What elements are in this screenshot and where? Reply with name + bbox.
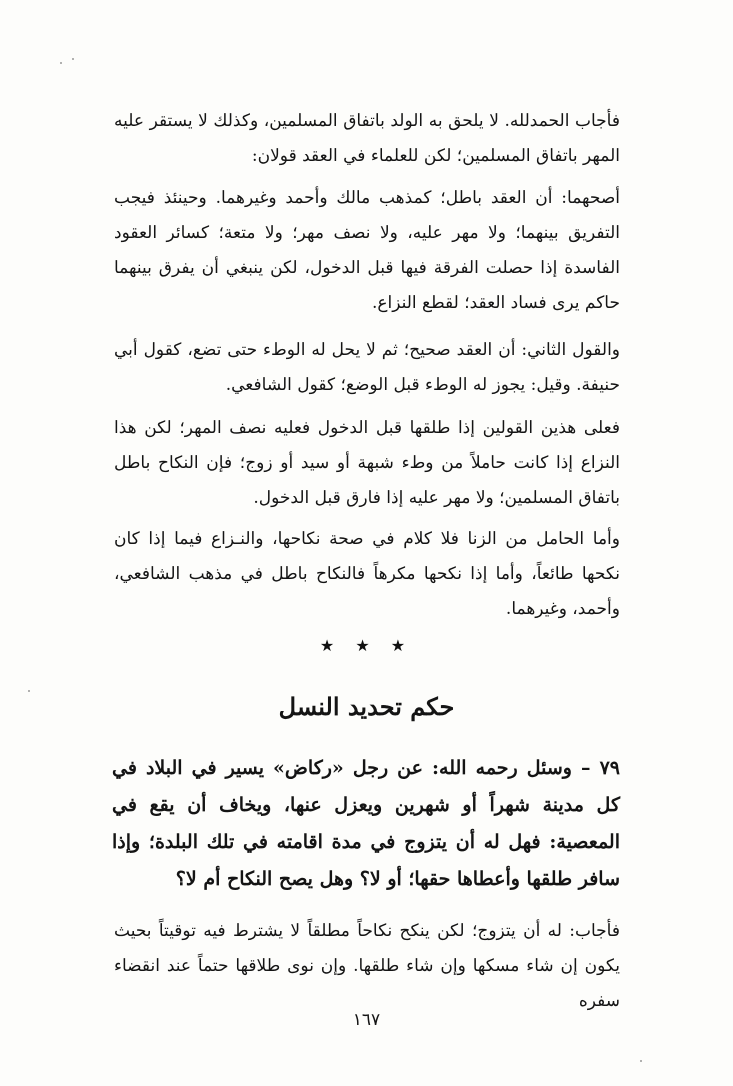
paragraph-2: أصحهما: أن العقد باطل؛ كمذهب مالك وأحمد وغيرهما. وحينئذ فيجب التفريق بينهما؛ ولا مهر عليه، ولا نصف مهر؛ ولا متعة؛ كسائر العقود الفاسدة إذا حصلت الفرقة فيها قبل الدخول، لكن ينبغي أن يفرق بينهما حاكم يرى فساد العقد؛ لقطع النزاع.	[114, 188, 620, 313]
scan-speck	[28, 690, 30, 692]
paragraph-1: فأجاب الحمدلله. لا يلحق به الولد باتفاق المسلمين، وكذلك لا يستقر عليه المهر باتفاق المسلمين؛ لكن للعلماء في العقد قولان:	[114, 111, 620, 166]
paragraph-5: وأما الحامل من الزنا فلا كلام في صحة نكاحها، والنـزاع فيما إذا كان نكحها طائعاً، وأما إذا نكحها مكرهاً فالنكاح باطل في مذهب الشافعي، وأحمد، وغيرهما.	[114, 529, 620, 619]
answer-paragraph: فأجاب: له أن يتزوج؛ لكن ينكح نكاحاً مطلقاً لا يشترط فيه توقيتاً بحيث يكون إن شاء مسكها وإن شاء طلقها. وإن نوى طلاقها حتماً عند انقضاء سفره	[114, 921, 620, 1011]
section-heading: حكم تحديد النسل	[278, 692, 455, 721]
paragraph-3: والقول الثاني: أن العقد صحيح؛ ثم لا يحل له الوطء حتى تضع، كقول أبي حنيفة. وقيل: يجوز له الوطء قبل الوضع؛ كقول الشافعي.	[114, 340, 620, 395]
scan-speck	[72, 58, 74, 60]
paragraph-4: فعلى هذين القولين إذا طلقها قبل الدخول فعليه نصف المهر؛ لكن هذا النزاع إذا كانت حاملاً من وطء شبهة أو سيد أو زوج؛ فإن النكاح باطل باتفاق المسلمين؛ ولا مهر عليه إذا فارق قبل الدخول.	[114, 418, 620, 508]
section-separator: ★ ★ ★	[319, 636, 414, 655]
question-paragraph: ٧٩ – وسئل رحمه الله: عن رجل «ركاض» يسير في البلاد في كل مدينة شهراً أو شهرين ويعزل عنها، ويخاف أن يقع في المعصية: فهل له أن يتزوج في مدة اقامته في تلك البلدة؛ وإذا سافر طلقها وأعطاها حقها؛ أو لا؟ وهل يصح النكاح أم لا؟	[112, 757, 620, 890]
scan-speck	[640, 1060, 642, 1062]
scan-speck	[60, 62, 62, 64]
page-number: ١٦٧	[352, 1010, 381, 1030]
